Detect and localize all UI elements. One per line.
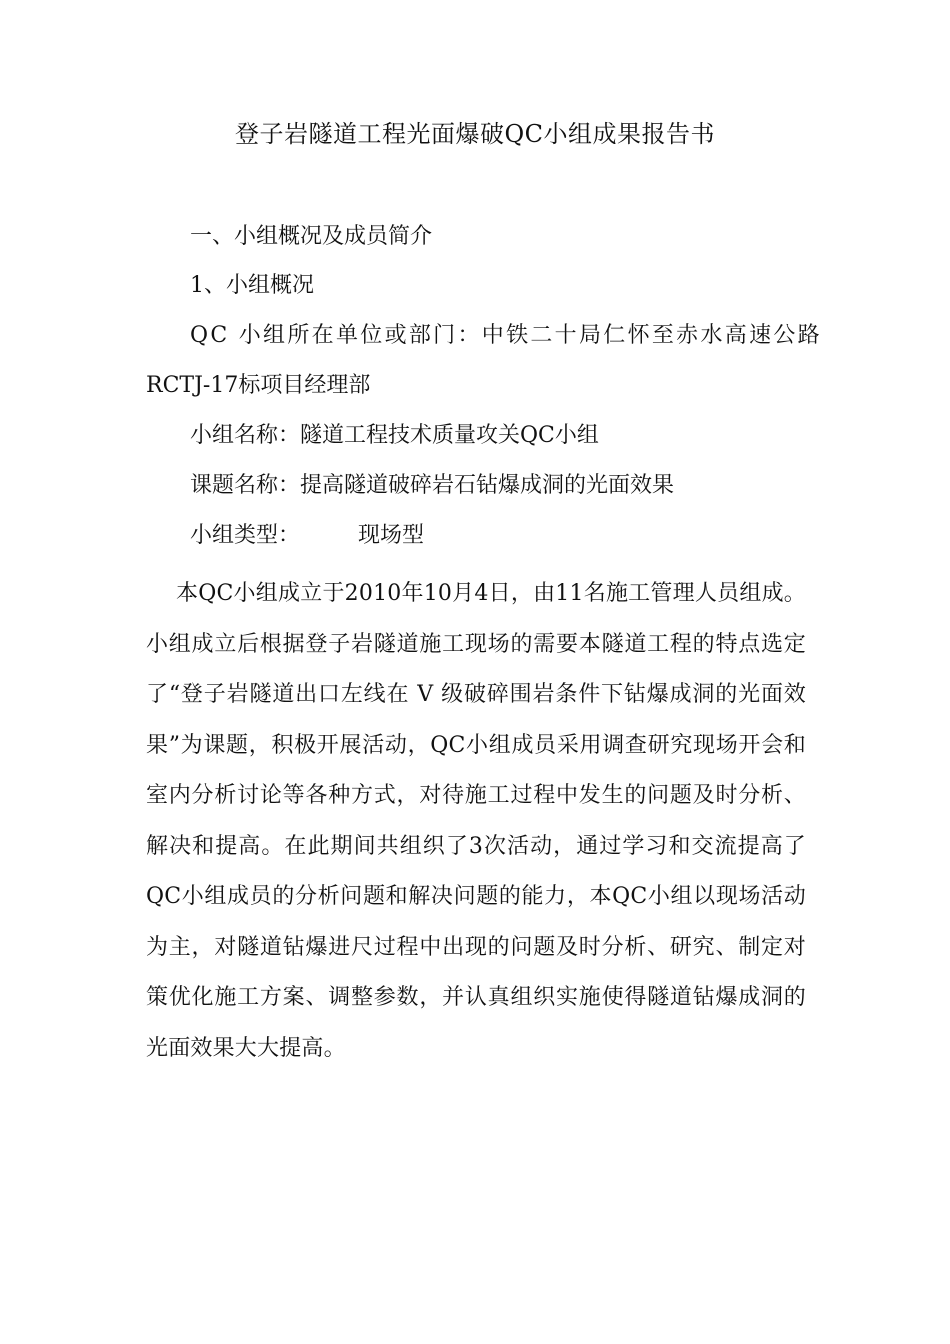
unit-line-1: QC 小组所在单位或部门：中铁二十局仁怀至赤水高速公路 xyxy=(190,323,822,348)
group-type-line xyxy=(190,519,806,553)
body-paragraph: 本QC小组成立于2010年10月4日，由11名施工管理人员组成。小组成立后根据登子岩隧道施工现场的需要本隧道工程的特点选定了“登子岩隧道出口左线在 V 级破碎围岩条件下钻爆成洞的光面效果”为课题，积极开展活动，QC小组成员采用调查研究现场开会和室内分析讨论等各种方式，对待施工过程中发生的问题及时分析、解决和提高。在此期间共组织了3次活动，通过学习和交流提高了QC小组成员的分析问题和解决问题的能力，本QC小组以现场活动为主，对隧道钻爆进尺过程中出现的问题及时分析、研究、制定对策优化施工方案、调整参数，并认真组织实施使得隧道钻爆成洞的光面效果大大提高。 xyxy=(146,581,806,1061)
document-title: 登子岩隧道工程光面爆破QC小组成果报告书 xyxy=(234,120,716,148)
group-type-label: 小组类型： xyxy=(190,523,301,548)
subsection-heading: 1、小组概况 xyxy=(190,273,314,298)
group-name-line: 小组名称：隧道工程技术质量攻关QC小组 xyxy=(190,423,599,448)
section-heading: 一、小组概况及成员简介 xyxy=(190,224,433,249)
group-type-value: 现场型 xyxy=(358,523,425,548)
unit-line-2: RCTJ-17标项目经理部 xyxy=(146,373,371,398)
topic-name-line: 课题名称：提高隧道破碎岩石钻爆成洞的光面效果 xyxy=(190,473,675,498)
